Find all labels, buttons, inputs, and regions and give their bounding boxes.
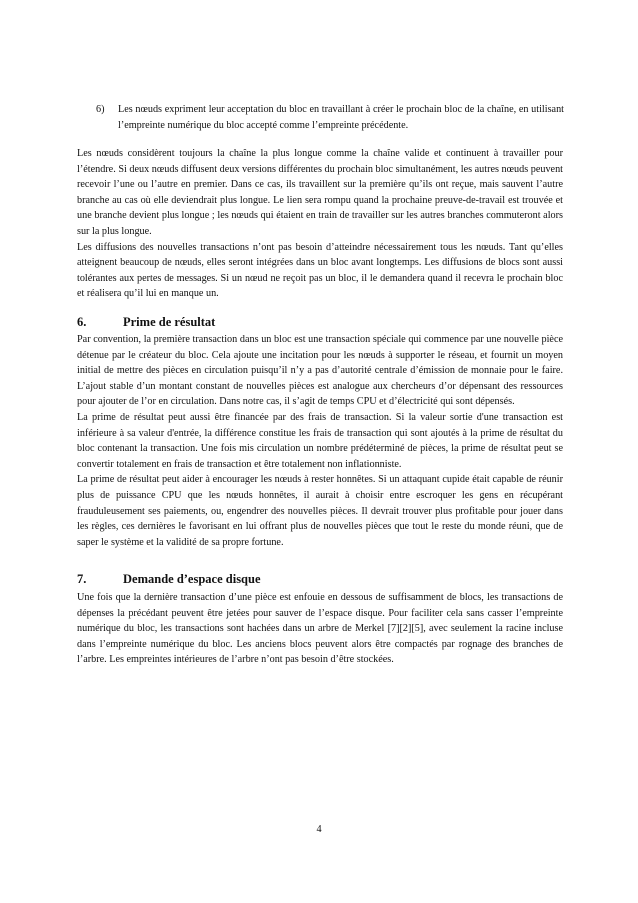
section-title: Demande d’espace disque bbox=[123, 572, 261, 586]
section-number: 7. bbox=[77, 572, 87, 586]
section-7-body bbox=[77, 590, 563, 668]
paragraph: Une fois que la dernière transaction d’une pièce est enfouie en dessous de suffisamment de blocs, les transactions de dépenses la précédant peuvent être jetées pour sauver de l’espace disque. Pour faciliter cela sans casser l’empreinte numérique du bloc, les transactions sont hachées dans un arbre de Merkel [7][2][5], avec seulement la racine incluse dans l’empreinte numérique du bloc. Les anciens blocs peuvent alors être compactés par rognage des branches de l’arbre. Les empreintes intérieures de l’arbre n’ont pas besoin d’être stockées. bbox=[77, 592, 563, 666]
list-item-number: 6) bbox=[96, 104, 105, 115]
page-number: 4 bbox=[316, 824, 322, 835]
section-heading-7 bbox=[77, 571, 261, 587]
paragraph: Les nœuds considèrent toujours la chaîne la plus longue comme la chaîne valide et continuent à travailler pour l’étendre. Si deux nœuds diffusent deux versions différentes du prochain bloc simultanément, les autres nœuds peuvent recevoir l’une ou l’autre en premier. Dans ce cas, ils travaillent sur la première qu’ils ont reçue, mais sauvent l’autre branche au cas où elle deviendrait plus longue. Le lien sera rompu quand la prochaine preuve-de-travail est trouvée et une branche devient plus longue ; les nœuds qui étaient en train de travailler sur les autres branches commuteront alors sur la plus longue. bbox=[77, 148, 563, 237]
section-title: Prime de résultat bbox=[123, 315, 216, 329]
list-item-text: Les nœuds expriment leur acceptation du bloc en travaillant à créer le prochain bloc de la chaîne, en utilisant l’empreinte numérique du bloc accepté comme l’empreinte précédente. bbox=[118, 104, 564, 131]
intro-paragraphs bbox=[77, 146, 563, 302]
section-6-body bbox=[77, 332, 563, 550]
paragraph: Les diffusions des nouvelles transactions n’ont pas besoin d’atteindre nécessairement tous les nœuds. Tant qu’elles atteignent beaucoup de nœuds, elles seront intégrées dans un bloc avant longtemps. Les diffusions de blocs sont aussi tolérantes aux pertes de messages. Si un nœud ne reçoit pas un bloc, il le demandera quand il recevra le prochain bloc et réalisera qu’il lui en manque un. bbox=[77, 241, 563, 300]
section-heading-6 bbox=[77, 314, 215, 330]
paragraph: La prime de résultat peut aider à encourager les nœuds à rester honnêtes. Si un attaquant cupide était capable de réunir plus de puissance CPU que les nœuds honnêtes, il aurait à choisir entre escroquer les gens en récupérant frauduleusement ses paiements, ou, engendrer des nouvelles pièces. Il devrait trouver plus profitable pour jouer dans les règles, ces dernières le favorisant en lui offrant plus de nouvelles pièces que tout le reste du monde réuni, que de saper le système et la validité de sa propre fortune. bbox=[77, 474, 563, 548]
numbered-list-item bbox=[96, 102, 564, 133]
paragraph: La prime de résultat peut aussi être financée par des frais de transaction. Si la valeur sortie d'une transaction est inférieure à sa valeur d'entrée, la différence constitue les frais de transaction qui sont ajoutés à la prime de résultat du bloc contenant la transaction. Une fois mis circulation un nombre prédéterminé de pièces, la prime de résultat peut se convertir totalement en frais de transaction et être totalement non inflationniste. bbox=[77, 411, 563, 470]
paragraph: Par convention, la première transaction dans un bloc est une transaction spéciale qui commence par une nouvelle pièce détenue par le créateur du bloc. Cela ajoute une incitation pour les nœuds à supporter le réseau, et fournit un moyen initial de mettre des pièces en circulation puisqu’il n’y a pas d’autorité centrale d’émission de monnaie pour le faire. L’ajout stable d’un montant constant de nouvelles pièces est analogue aux chercheurs d’or dépensant des ressources pour ajouter de l’or en circulation. Dans notre cas, il s’agit de temps CPU et d’électricité qui sont dépensés. bbox=[77, 334, 563, 408]
section-number: 6. bbox=[77, 315, 87, 329]
